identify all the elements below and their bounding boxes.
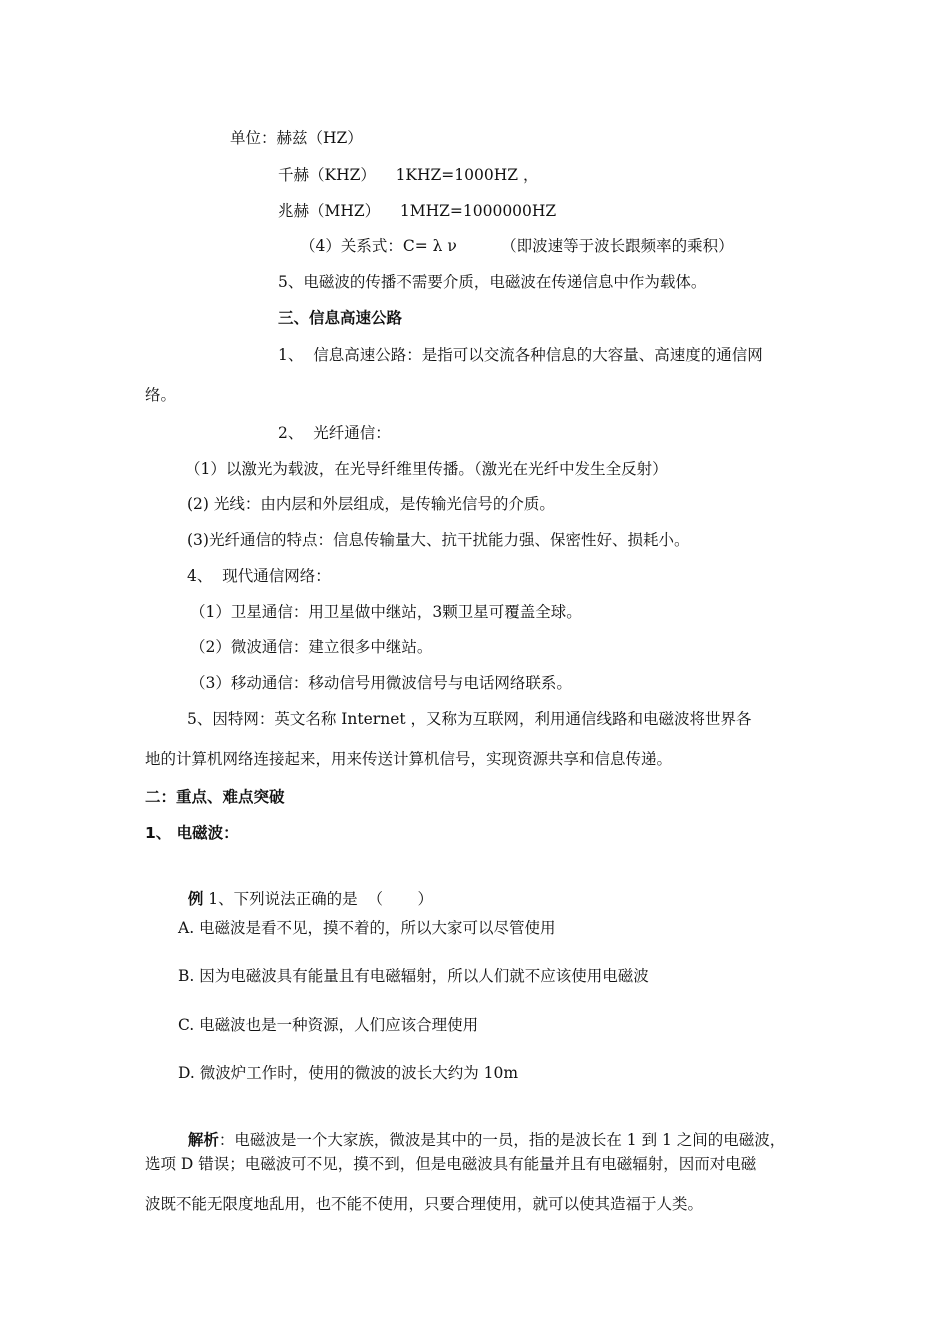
line-khz: 千赫（KHZ） 1KHZ=1000HZ ，: [278, 166, 539, 184]
line-em-medium: 5、电磁波的传播不需要介质，电磁波在传递信息中作为载体。: [278, 273, 707, 291]
line-microwave: （2）微波通信：建立很多中继站。: [190, 638, 433, 656]
example-question: [178, 869, 433, 909]
example-label: 例: [187, 889, 204, 908]
line-fiber-1: （1）以激光为载波，在光导纤维里传播。（激光在光纤中发生全反射）: [185, 460, 668, 478]
example-text: 1、下列说法正确的是 （ ）: [203, 890, 434, 908]
analysis-label: 解析: [187, 1130, 219, 1149]
line-modern-network: 4、 现代通信网络：: [187, 567, 331, 585]
line-fiber-2: (2) 光线：由内层和外层组成，是传输光信号的介质。: [187, 495, 555, 513]
section-heading-key-points: 二：重点、难点突破: [145, 788, 285, 806]
analysis-line-1: [178, 1110, 785, 1150]
line-fiber-heading: 2、 光纤通信：: [278, 424, 391, 442]
line-mobile: （3）移动通信：移动信号用微波信号与电话网络联系。: [190, 674, 572, 692]
line-info-highway-def: 1、 信息高速公路：是指可以交流各种信息的大容量、高速度的通信网: [278, 346, 763, 364]
analysis-text: ：电磁波是一个大家族，微波是其中的一员，指的是波长在 1 到 1 之间的电磁波，: [218, 1131, 786, 1149]
line-satellite: （1）卫星通信：用卫星做中继站，3颗卫星可覆盖全球。: [190, 603, 582, 621]
option-b: B. 因为电磁波具有能量且有电磁辐射，所以人们就不应该使用电磁波: [178, 967, 649, 985]
line-unit: 单位：赫兹（HZ）: [230, 129, 363, 147]
option-d: D. 微波炉工作时，使用的微波的波长大约为 10m: [178, 1064, 519, 1082]
line-relation: （4）关系式：C= λ ν （即波速等于波长跟频率的乘积）: [300, 237, 734, 255]
subheading-em-wave: 1、 电磁波：: [145, 824, 239, 842]
analysis-line-3: 波既不能无限度地乱用，也不能不使用，只要合理使用，就可以使其造福于人类。: [145, 1195, 704, 1213]
analysis-line-2: 选项 D 错误；电磁波可不见，摸不到，但是电磁波具有能量并且有电磁辐射，因而对电磁: [145, 1155, 757, 1173]
line-mhz: 兆赫（MHZ） 1MHZ=1000000HZ: [278, 202, 557, 220]
option-c: C. 电磁波也是一种资源，人们应该合理使用: [178, 1016, 479, 1034]
section-heading-info-highway: 三、信息高速公路: [278, 309, 403, 327]
line-internet: 5、因特网：英文名称 Internet ，又称为互联网，利用通信线路和电磁波将世界各: [187, 710, 752, 728]
option-a: A. 电磁波是看不见，摸不着的，所以大家可以尽管使用: [178, 919, 556, 937]
line-internet-cont: 地的计算机网络连接起来，用来传送计算机信号，实现资源共享和信息传递。: [145, 750, 673, 768]
line-fiber-3: (3)光纤通信的特点：信息传输量大、抗干扰能力强、保密性好、损耗小。: [187, 531, 690, 549]
line-info-highway-def-cont: 络。: [145, 386, 177, 404]
